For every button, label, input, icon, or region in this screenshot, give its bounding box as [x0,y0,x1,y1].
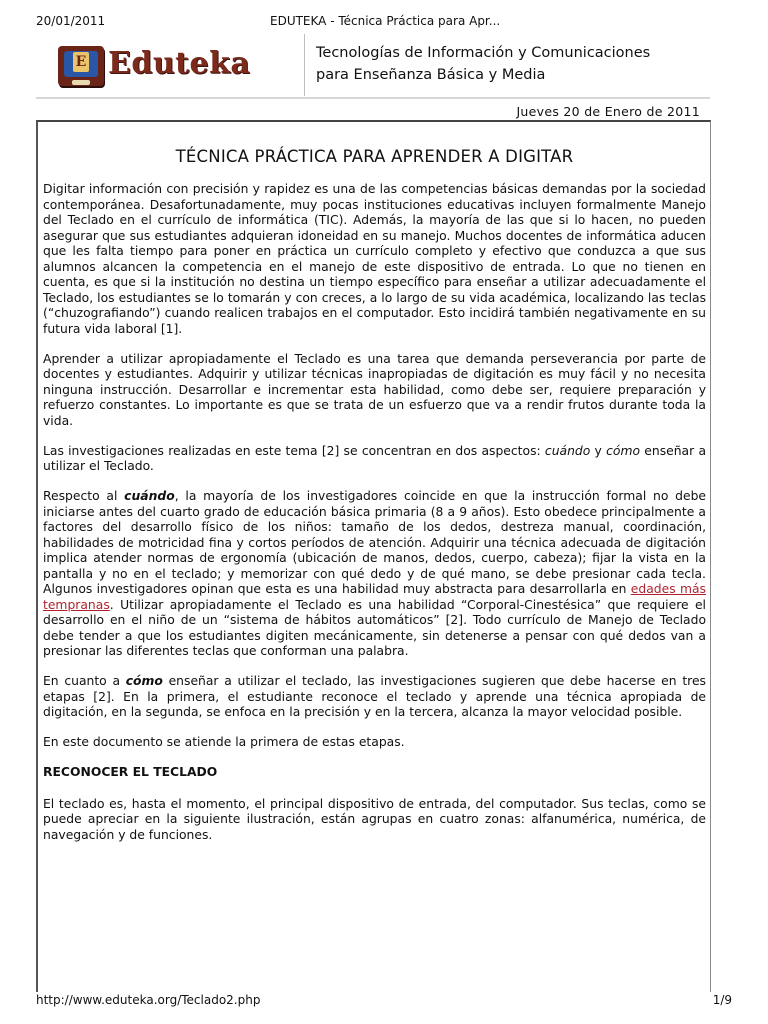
current-date: Jueves 20 de Enero de 2011 [516,104,700,119]
monitor-icon [58,46,104,86]
print-header [36,14,732,32]
print-date: 20/01/2011 [36,14,106,28]
section-heading: RECONOCER EL TECLADO [43,765,218,779]
article [36,120,711,992]
emphasis-cuando: cuándo [544,443,591,458]
eduteka-logo[interactable] [58,42,296,90]
paragraph-intro: Digitar información con precisión y rapidez es una de las competencias básicas demandas por la sociedad contemporánea. Desafortunadamente, muy pocas instituciones educativas incluyen formalmente Manejo del Teclado en el currículo de informática (TIC). Además, la mayoría de las que si lo hacen, no pueden asegurar que sus estudiantes adquieran idoneidad en su manejo. Muchos docentes de informática aducen que les falta tiempo para poner en práctica un currículo completo y efectivo que conduzca a que sus alumnos alcancen la competencia en el manejo de este dispositivo de entrada. Lo que no tienen en cuenta, es que si la institución no destina un tiempo específico para enseñar a utilizar adecuadamente el Teclado, los estudiantes se lo tomarán y con creces, a lo largo de su vida académica, localizando las teclas (“chuzografiando”) cuando realicen trabajos en el computador. Esto incidirá también negativamente en su futura vida laboral [1]. [43,182,706,336]
paragraph-research: Las investigaciones realizadas en este tema [2] se concentran en dos aspectos: cuándo y cómo enseñar a utilizar el Teclado. [43,443,707,473]
tagline-line-2: para Enseñanza Básica y Media [316,67,546,83]
link-edades-mas-tempranas[interactable]: edades más tempranas [43,582,706,612]
logo-letter: E [73,52,89,72]
paragraph-stage-note: En este documento se atiende la primera de estas etapas. [43,735,405,749]
logo-text: Eduteka [108,46,251,81]
tagline-line-1: Tecnologías de Información y Comunicaciones [316,45,651,61]
article-title: TÉCNICA PRÁCTICA PARA APRENDER A DIGITAR [175,147,574,166]
header-rule [36,97,710,99]
site-header [36,34,710,97]
paragraph-cuando: Respecto al cuándo, la mayoría de los investigadores coincide en que la instrucción formal no debe iniciarse antes del cuarto grado de educación básica primaria (8 a 9 años). Esto obedece principalmente a factores del desarrollo físico de los niños: tamaño de los dedos, destreza manual, coordinación, habilidades de motricidad fina y cortos períodos de atención. Adquirir una técnica adecuada de digitación implica atender normas de ergonomía (ubicación de manos, dedos, cuerpo, cabeza); fijar la vista en la pantalla y no en el teclado; y memorizar con qué dedo y de qué mano, se debe presionar cada tecla. Algunos investigadores opinan que esta es una habilidad muy abstracta para desarrollarla en edades más tempranas. Utilizar apropiadamente el Teclado es una habilidad “Corporal-Cinestésica” que requiere el desarrollo en el niño de un “sistema de hábitos automáticos” [2]. Todo currículo de Manejo de Teclado debe tender a que los estudiantes digiten mecánicamente, sin detenerse a pensar con qué dedos van a presionar las diferentes teclas que conforman una palabra. [43,489,706,658]
paragraph-keyboard: El teclado es, hasta el momento, el principal dispositivo de entrada, del computador. Sus teclas, como se puede apreciar en la siguiente ilustración, están agrupas en cuatro zonas: alfanumérica, numérica, de navegación y de funciones. [43,796,706,842]
site-tagline [316,42,650,86]
page-number: 1/9 [712,993,732,1007]
emphasis-como: cómo [606,443,641,458]
header-divider [304,34,305,96]
emphasis-como-bold: cómo [125,674,163,688]
page-url: http://www.eduteka.org/Teclado2.php [36,993,261,1007]
print-footer [36,993,732,1009]
emphasis-cuando-bold: cuándo [124,489,175,503]
print-page-title: EDUTEKA - Técnica Práctica para Apr... [270,14,501,28]
paragraph-como: En cuanto a cómo enseñar a utilizar el teclado, las investigaciones sugieren que debe hacerse en tres etapas [2]. En la primera, el estudiante reconoce el teclado y aprende una técnica apropiada de digitación, en la segunda, se enfoca en la precisión y en la tercera, alcanza la mayor velocidad posible. [43,674,706,719]
paragraph-perseverance: Aprender a utilizar apropiadamente el Teclado es una tarea que demanda perseverancia por parte de docentes y estudiantes. Adquirir y utilizar técnicas inapropiadas de digitación es muy fácil y no necesita ninguna instrucción. Desarrollar e incrementar esta habilidad, como debe ser, requiere preparación y refuerzo constantes. Lo importante es que se trata de un esfuerzo que va a rendir frutos durante toda la vida. [43,351,706,428]
